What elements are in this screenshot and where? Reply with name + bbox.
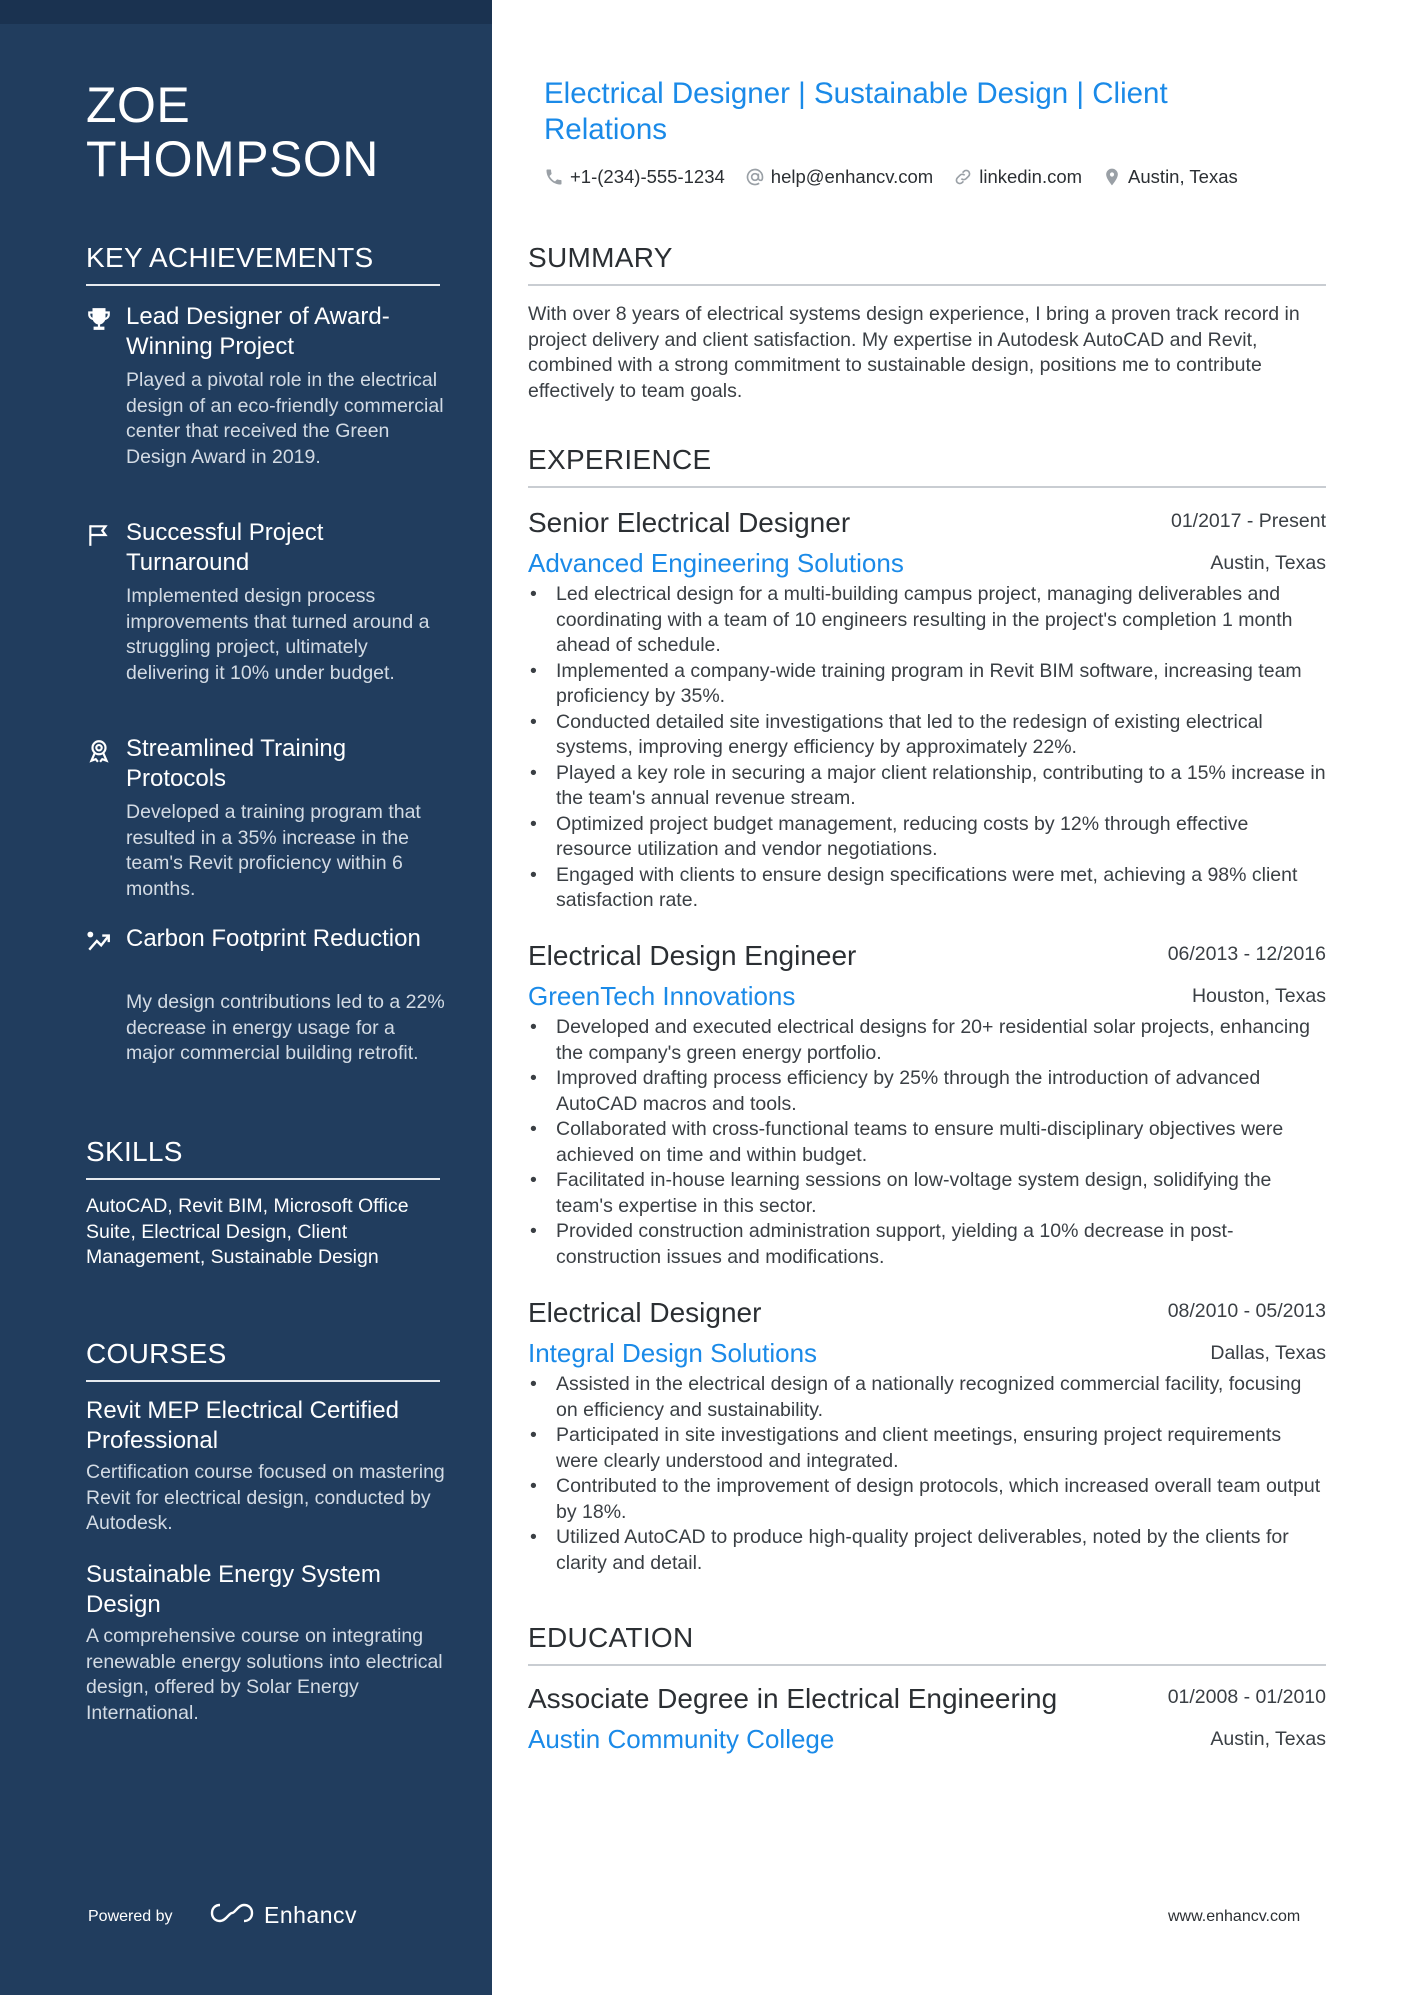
job-title: Electrical Design Engineer — [528, 940, 857, 971]
degree-title: Associate Degree in Electrical Engineering — [528, 1683, 1058, 1714]
education-date: 01/2008 - 01/2010 — [1167, 1686, 1326, 1708]
education-heading: EDUCATION — [528, 1620, 1326, 1666]
bullet-item: • Utilized AutoCAD to produce high-quality project deliverables, noted by the clients for clarity and detail. — [528, 1525, 1326, 1576]
contact-email[interactable] — [745, 166, 933, 188]
bullet-item: • Conducted detailed site investigations that led to the redesign of existing electrical systems, improving energy efficiency by approximately 22%. — [528, 710, 1326, 761]
main-content — [528, 0, 1328, 1995]
bullet-item: • Facilitated in-house learning sessions on low-voltage system design, solidifying the team's expertise in this sector. — [528, 1168, 1326, 1219]
location-text: Austin, Texas — [1128, 166, 1238, 187]
sidebar — [0, 0, 492, 1995]
bullet-item: • Played a key role in securing a major client relationship, contributing to a 15% increase in the team's annual revenue stream. — [528, 761, 1326, 812]
job-location: Austin, Texas — [1210, 552, 1326, 574]
job-bullets — [528, 582, 1326, 914]
achievement-description: Played a pivotal role in the electrical design of an eco-friendly commercial center that received the Green Design Award in 2019. — [126, 369, 444, 468]
name-line-1: ZOE — [86, 77, 191, 133]
headline: Electrical Designer | Sustainable Design | Client Relations — [544, 77, 1168, 146]
job-bullets — [528, 1015, 1326, 1270]
job-date: 06/2013 - 12/2016 — [1167, 943, 1326, 965]
achievements-heading: KEY ACHIEVEMENTS — [86, 240, 440, 286]
flag-icon — [86, 522, 112, 548]
bullet-item: • Improved drafting process efficiency by 25% through the introduction of advanced AutoCAD macros and tools. — [528, 1066, 1326, 1117]
school-name: Austin Community College — [528, 1724, 835, 1754]
achievement-title: Successful Project Turnaround — [126, 519, 324, 576]
achievement-title: Lead Designer of Award-Winning Project — [126, 303, 390, 360]
skills-heading: SKILLS — [86, 1134, 440, 1180]
achievement-title: Carbon Footprint Reduction — [126, 925, 421, 952]
location-pin-icon — [1102, 167, 1122, 187]
bullet-item: • Collaborated with cross-functional teams to ensure multi-disciplinary objectives were achieved on time and within budget. — [528, 1117, 1326, 1168]
course-description: Certification course focused on mastering Revit for electrical design, conducted by Autodesk. — [86, 1461, 445, 1534]
achievement-description: Developed a training program that resulted in a 35% increase in the team's Revit proficiency within 6 months. — [126, 801, 421, 900]
phone-icon — [544, 167, 564, 187]
sidebar-top-band — [0, 0, 492, 24]
job-title: Electrical Designer — [528, 1297, 762, 1328]
achievement-description: My design contributions led to a 22% decrease in energy usage for a major commercial building retrofit. — [126, 991, 445, 1064]
job-bullets — [528, 1372, 1326, 1576]
job-company: Advanced Engineering Solutions — [528, 548, 904, 578]
linkedin-text: linkedin.com — [979, 166, 1083, 187]
footer-url[interactable]: www.enhancv.com — [1168, 1908, 1301, 1925]
achievement-title: Streamlined Training Protocols — [126, 735, 347, 792]
name-line-2: THOMPSON — [86, 131, 379, 187]
bullet-item: • Led electrical design for a multi-building campus project, managing deliverables and coordinating with a team of 10 engineers resulting in the project's completion 1 month ahead of schedule. — [528, 582, 1326, 659]
job-company: GreenTech Innovations — [528, 981, 796, 1011]
phone-text: +1-(234)-555-1234 — [570, 166, 725, 187]
bullet-item: • Engaged with clients to ensure design specifications were met, achieving a 98% client satisfaction rate. — [528, 863, 1326, 914]
education-location: Austin, Texas — [1210, 1728, 1326, 1750]
achievement-description: Implemented design process improvements that turned around a struggling project, ultimately delivering it 10% under budget. — [126, 585, 430, 684]
enhancv-logo[interactable] — [208, 1898, 357, 1932]
link-icon — [953, 167, 973, 187]
course-item — [86, 1396, 446, 1537]
course-item — [86, 1560, 446, 1726]
award-ribbon-icon — [86, 738, 112, 764]
job-date: 01/2017 - Present — [1170, 510, 1326, 532]
infinity-logo-icon — [208, 1900, 256, 1931]
bullet-item: • Implemented a company-wide training program in Revit BIM software, increasing team proficiency by 35%. — [528, 659, 1326, 710]
summary-heading: SUMMARY — [528, 240, 1326, 286]
skills-list: AutoCAD, Revit BIM, Microsoft Office Suite, Electrical Design, Client Management, Sustainable Design — [86, 1195, 409, 1268]
email-text: help@enhancv.com — [770, 166, 934, 187]
bullet-item: • Developed and executed electrical designs for 20+ residential solar projects, enhancing the company's green energy portfolio. — [528, 1015, 1326, 1066]
bullet-item: • Participated in site investigations and client meetings, ensuring project requirements were clearly understood and integrated. — [528, 1423, 1326, 1474]
course-description: A comprehensive course on integrating renewable energy solutions into electrical design, offered by Solar Energy International. — [86, 1625, 443, 1724]
bullet-item: • Contributed to the improvement of design protocols, which increased overall team output by 18%. — [528, 1474, 1326, 1525]
candidate-name — [86, 78, 466, 186]
course-title: Revit MEP Electrical Certified Professional — [86, 1397, 399, 1454]
experience-heading: EXPERIENCE — [528, 442, 1326, 488]
at-icon — [745, 167, 765, 187]
powered-by-label: Powered by — [88, 1908, 173, 1925]
summary-text: With over 8 years of electrical systems design experience, I bring a proven track record in project delivery and client satisfaction. My expertise in Autodesk AutoCAD and Revit, combined with a strong commitment to sustainable design, positions me to contribute effectively to team goals. — [528, 303, 1300, 402]
contact-phone[interactable] — [544, 166, 725, 188]
job-title: Senior Electrical Designer — [528, 507, 851, 538]
job-location: Houston, Texas — [1191, 985, 1326, 1007]
course-title: Sustainable Energy System Design — [86, 1561, 381, 1618]
bullet-item: • Assisted in the electrical design of a nationally recognized commercial facility, focusing on efficiency and sustainability. — [528, 1372, 1326, 1423]
chart-trend-icon — [86, 928, 112, 954]
trophy-icon — [86, 306, 112, 332]
job-company: Integral Design Solutions — [528, 1338, 818, 1368]
brand-name: Enhancv — [264, 1901, 358, 1928]
contact-bar — [544, 164, 1344, 190]
bullet-item: • Provided construction administration support, yielding a 10% decrease in post-construction issues and modifications. — [528, 1219, 1326, 1270]
contact-location — [1102, 166, 1238, 188]
job-location: Dallas, Texas — [1210, 1342, 1326, 1364]
bullet-item: • Optimized project budget management, reducing costs by 12% through effective resource utilization and vendor negotiations. — [528, 812, 1326, 863]
contact-linkedin[interactable] — [953, 166, 1082, 188]
job-date: 08/2010 - 05/2013 — [1167, 1300, 1326, 1322]
courses-heading: COURSES — [86, 1336, 440, 1382]
